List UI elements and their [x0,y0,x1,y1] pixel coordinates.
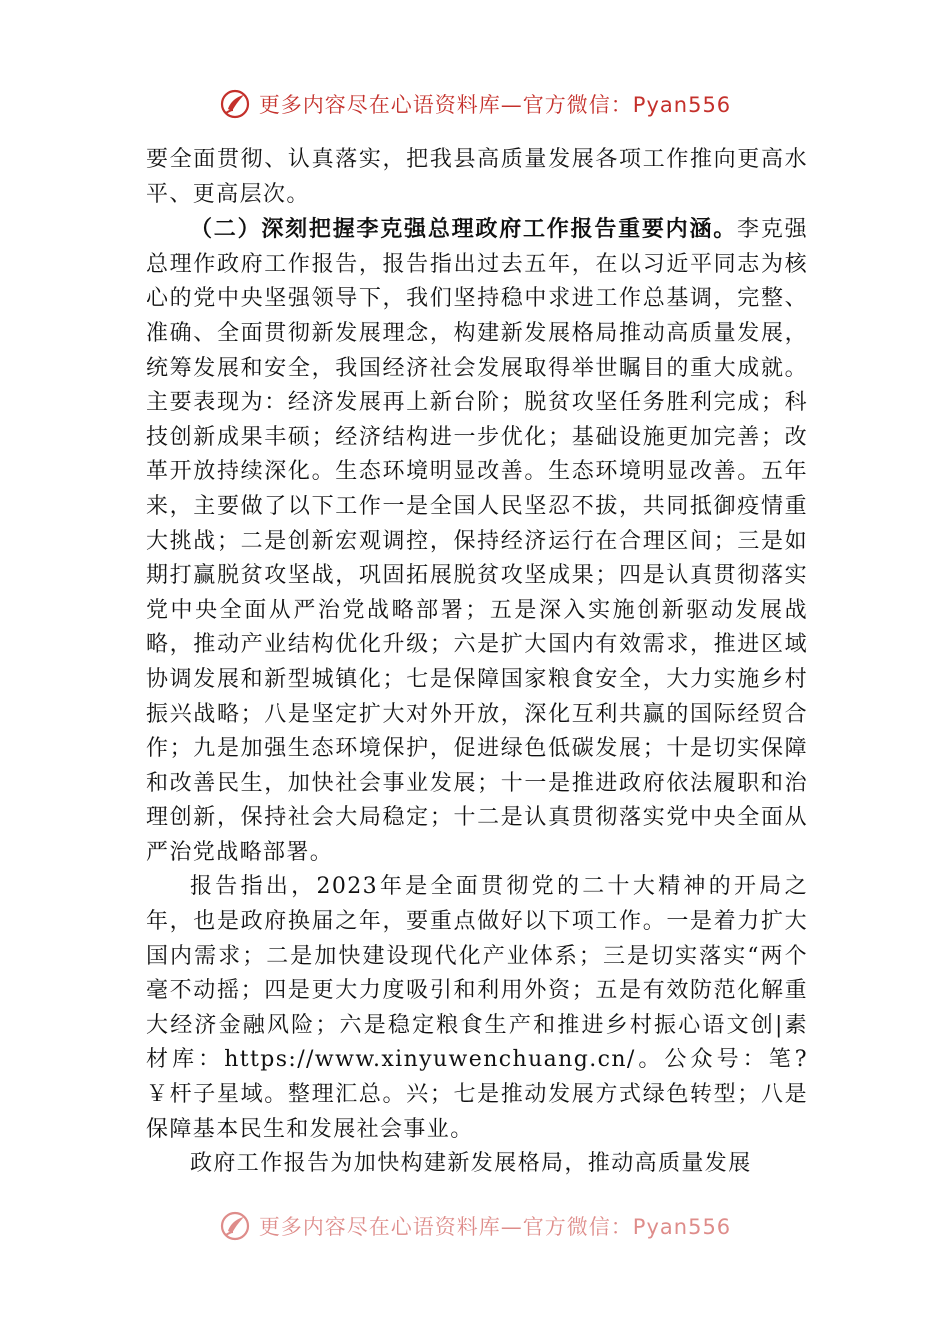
paragraph-4: 政府工作报告为加快构建新发展格局，推动高质量发展 [190,1151,752,1177]
document-body [146,143,808,1182]
brush-seal-logo-icon [219,1210,251,1242]
footer-watermark [0,1206,950,1246]
paragraph-1: 要全面贯彻、认真落实，把我县高质量发展各项工作推向更高水平、更高层次。 [146,147,808,207]
paragraph-2 [146,212,808,870]
brush-seal-logo-icon [219,88,251,120]
watermark-text: 更多内容尽在心语资料库—官方微信：Pyan556 [258,1215,732,1239]
section-heading: （二）深刻把握李克强总理政府工作报告重要内涵。 [190,216,738,243]
paragraph-2-text: 李克强总理作政府工作报告，报告指出过去五年，在以习近平同志为核心的党中央坚强领导下，我们坚持稳中求进工作总基调，完整、准确、全面贯彻新发展理念，构建新发展格局推动高质量发展，统筹发展和安全，我国经济社会发展取得举世瞩目的重大成就。主要表现为：经济发展再上新台阶；脱贫攻坚任务胜利完成；科技创新成果丰硕；经济结构进一步优化；基础设施更加完善；改革开放持续深化。生态环境明显改善。生态环境明显改善。五年来，主要做了以下工作一是全国人民坚忍不拔，共同抵御疫情重大挑战；二是创新宏观调控，保持经济运行在合理区间；三是如期打赢脱贫攻坚战，巩固拓展脱贫攻坚成果；四是认真贯彻落实党中央全面从严治党战略部署；五是深入实施创新驱动发展战略，推动产业结构优化升级；六是扩大国内有效需求，推进区域协调发展和新型城镇化；七是保障国家粮食安全，大力实施乡村振兴战略；八是坚定扩大对外开放，深化互利共赢的国际经贸合作；九是加强生态环境保护，促进绿色低碳发展；十是切实保障和改善民生，加快社会事业发展；十一是推进政府依法履职和治理创新，保持社会大局稳定；十二是认真贯彻落实党中央全面从严治党战略部署。 [146,217,808,865]
watermark-text: 更多内容尽在心语资料库—官方微信：Pyan556 [258,93,732,117]
paragraph-3: 报告指出，2023年是全面贯彻党的二十大精神的开局之年，也是政府换届之年，要重点做好以下项工作。一是着力扩大国内需求；二是加快建设现代化产业体系；三是切实落实“两个毫不动摇；四是更大力度吸引和利用外资；五是有效防范化解重大经济金融风险；六是稳定粮食生产和推进乡村振心语文创|素材库：https://www.xinyuwenchuang.cn/。公众号：笔?￥杆子星域。整理汇总。兴；七是推动发展方式绿色转型；八是保障基本民生和发展社会事业。 [146,874,808,1142]
header-watermark [0,84,950,124]
